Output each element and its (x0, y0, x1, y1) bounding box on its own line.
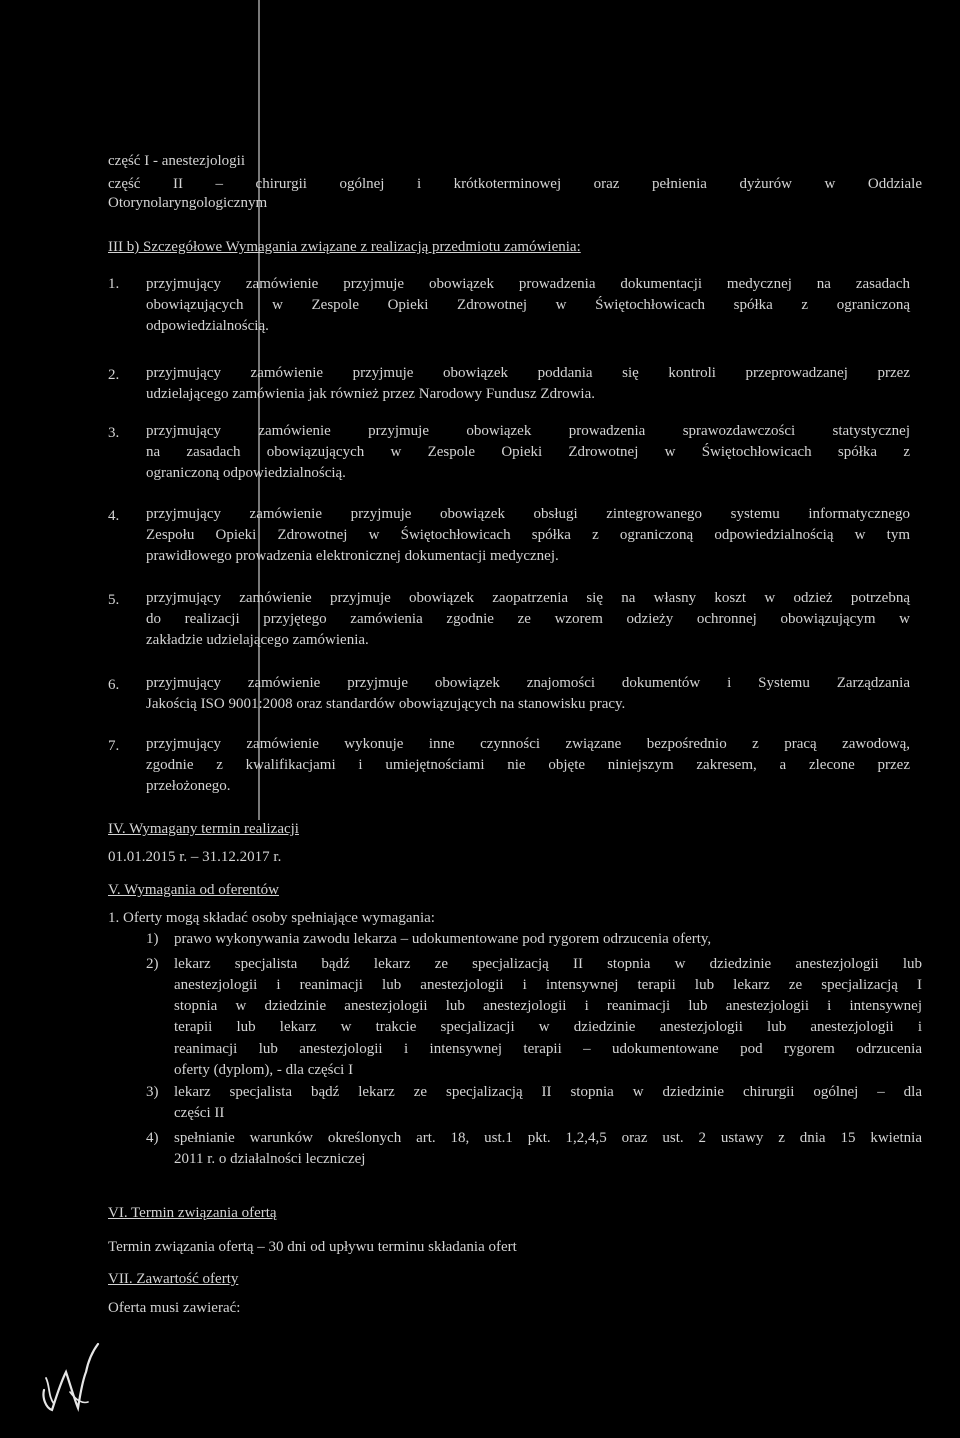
handwritten-signature (36, 1338, 116, 1418)
req-number: 3. (108, 425, 120, 441)
req-line: przyjmujący zamówienie przyjmuje obowiązek obsługi zintegrowanego systemu informatycznego (146, 506, 910, 522)
sub-line: stopnia w dziedzinie anestezjologii lub anestezjologii i reanimacji lub anestezjologii i intensywnej (174, 998, 922, 1014)
req-line: Jakością ISO 9001:2008 oraz standardów obowiązujących na stanowisku pracy. (146, 696, 626, 712)
req-number: 1. (108, 276, 120, 292)
req-number: 4. (108, 508, 120, 524)
section-4-dates: 01.01.2015 r. – 31.12.2017 r. (108, 849, 282, 865)
sub-line: anestezjologii i reanimacji lub anestezjologii i intensywnej terapii lub lekarz ze specjalizacją I (174, 977, 922, 993)
req-line: obowiązujących w Zespole Opieki Zdrowotnej w Świętochłowicach spółka z ograniczoną (146, 297, 910, 313)
req-line: zakładzie udzielającego zamówienia. (146, 632, 369, 648)
sub-line: lekarz specjalista bądź lekarz ze specjalizacją II stopnia w dziedzinie anestezjologii lub (174, 956, 922, 972)
section-7-text: Oferta musi zawierać: (108, 1300, 241, 1316)
section-5-heading: V. Wymagania od oferentów (108, 882, 279, 898)
req-line: przełożonego. (146, 778, 231, 794)
req-line: do realizacji przyjętego zamówienia zgodnie ze wzorem odzieży ochronnej obowiązującym w (146, 611, 910, 627)
section-6-heading: VI. Termin związania ofertą (108, 1205, 277, 1221)
sub-number: 1) (146, 931, 159, 947)
sub-number: 3) (146, 1084, 159, 1100)
req-line: zgodnie z kwalifikacjami i umiejętnościami nie objęte niniejszym zakresem, a zlecone przez (146, 757, 910, 773)
req-line: przyjmujący zamówienie przyjmuje obowiązek poddania się kontroli przeprowadzanej przez (146, 365, 910, 381)
section-6-text: Termin związania ofertą – 30 dni od upływu terminu składania ofert (108, 1239, 517, 1255)
req-line: na zasadach obowiązujących w Zespole Opieki Zdrowotnej w Świętochłowicach spółka z (146, 444, 910, 460)
req-line: prawidłowego prowadzenia elektronicznej dokumentacji medycznej. (146, 548, 559, 564)
req-line: przyjmujący zamówienie przyjmuje obowiązek prowadzenia dokumentacji medycznej na zasadach (146, 276, 910, 292)
req-line: przyjmujący zamówienie przyjmuje obowiązek znajomości dokumentów i Systemu Zarządzania (146, 675, 910, 691)
part-ii-line: część II – chirurgii ogólnej i krótkoterminowej oraz pełnienia dyżurów w Oddziale (108, 176, 922, 192)
req-line: przyjmujący zamówienie przyjmuje obowiązek prowadzenia sprawozdawczości statystycznej (146, 423, 910, 439)
req-line: udzielającego zamówienia jak również przez Narodowy Fundusz Zdrowia. (146, 386, 595, 402)
sub-line: spełnianie warunków określonych art. 18, ust.1 pkt. 1,2,4,5 oraz ust. 2 ustawy z dnia 15 kwietnia (174, 1130, 922, 1146)
req-number: 6. (108, 677, 120, 693)
sub-number: 4) (146, 1130, 159, 1146)
req-line: ograniczoną odpowiedzialnością. (146, 465, 346, 481)
req-number: 7. (108, 738, 120, 754)
sub-number: 2) (146, 956, 159, 972)
req-line: odpowiedzialnością. (146, 318, 269, 334)
req-number: 2. (108, 367, 120, 383)
sub-line: lekarz specjalista bądź lekarz ze specjalizacją II stopnia w dziedzinie chirurgii ogólnej – dla (174, 1084, 922, 1100)
req-line: przyjmujący zamówienie przyjmuje obowiązek zaopatrzenia się na własny koszt w odzież potrzebną (146, 590, 910, 606)
sub-line: prawo wykonywania zawodu lekarza – udokumentowane pod rygorem odrzucenia oferty, (174, 931, 712, 947)
section-7-heading: VII. Zawartość oferty (108, 1271, 239, 1287)
part-i-line: część I - anestezjologii (108, 153, 246, 169)
req-number: 5. (108, 592, 120, 608)
sub-line: terapii lub lekarz w trakcie specjalizacji w dziedzinie anestezjologii lub anestezjologii i (174, 1019, 922, 1035)
sub-line: części II (174, 1105, 225, 1121)
sub-line: 2011 r. o działalności leczniczej (174, 1151, 366, 1167)
section-3b-heading: III b) Szczegółowe Wymagania związane z realizacją przedmiotu zamówienia: (108, 239, 581, 255)
req-line: Zespołu Opieki Zdrowotnej w Świętochłowicach spółka z ograniczoną odpowiedzialnością w tym (146, 527, 910, 543)
section-5-intro: 1. Oferty mogą składać osoby spełniające wymagania: (108, 910, 435, 926)
sub-line: reanimacji lub anestezjologii i intensywnej terapii – udokumentowane pod rygorem odrzucenia (174, 1041, 922, 1057)
part-ii-line-cont: Otorynolaryngologicznym (108, 195, 268, 211)
section-4-heading: IV. Wymagany termin realizacji (108, 821, 299, 837)
req-line: przyjmujący zamówienie wykonuje inne czynności związane bezpośrednio z pracą zawodową, (146, 736, 910, 752)
sub-line: oferty (dyplom), - dla części I (174, 1062, 354, 1078)
